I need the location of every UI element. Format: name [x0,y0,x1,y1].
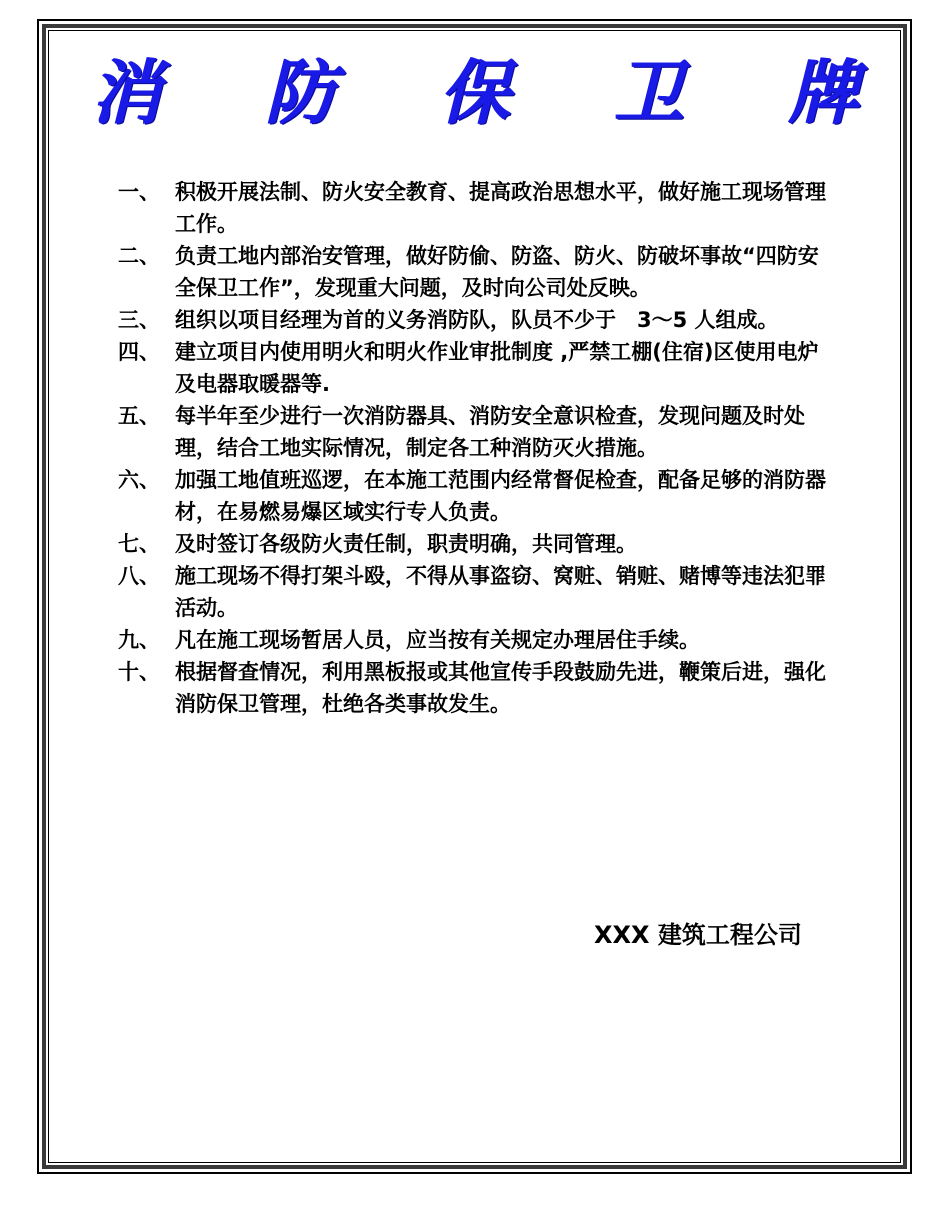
rule-number: 九、 [118,628,160,652]
rule-item [118,176,838,240]
rule-item [118,304,838,336]
rule-item [118,336,838,400]
rule-number: 七、 [118,532,160,556]
sign-title: 消 防 保 卫 牌 [91,51,899,134]
rule-number: 八、 [118,564,160,588]
rule-number: 二、 [118,244,160,268]
rule-number: 四、 [118,340,160,364]
rule-number: 三、 [118,308,160,332]
rule-text: 积极开展法制、防火安全教育、提高政治思想水平，做好施工现场管理工作。 [175,180,826,236]
rule-text: 根据督查情况，利用黑板报或其他宣传手段鼓励先进，鞭策后进，强化消防保卫管理，杜绝各类事故发生。 [175,660,826,716]
rule-item [118,400,838,464]
rule-item [118,464,838,528]
rule-item [118,656,838,720]
rule-text: 凡在施工现场暂居人员，应当按有关规定办理居住手续。 [175,628,700,652]
rule-item [118,624,838,656]
company-signature: XXX 建筑工程公司 [594,921,802,949]
rules-list [118,176,838,720]
rule-text: 及时签订各级防火责任制，职责明确，共同管理。 [175,532,637,556]
rule-text: 组织以项目经理为首的义务消防队，队员不少于 3～5 人组成。 [175,308,779,332]
rule-number: 一、 [118,180,160,204]
rule-text: 建立项目内使用明火和明火作业审批制度 ,严禁工棚(住宿)区使用电炉及电器取暖器等. [175,340,819,396]
rule-text: 负责工地内部治安管理，做好防偷、防盗、防火、防破坏事故“四防安全保卫工作”，发现重大问题，及时向公司处反映。 [175,244,819,300]
rule-number: 六、 [118,468,160,492]
rule-text: 施工现场不得打架斗殴，不得从事盗窃、窝赃、销赃、赌博等违法犯罪活动。 [175,564,826,620]
rule-text: 加强工地值班巡逻，在本施工范围内经常督促检查，配备足够的消防器材，在易燃易爆区域实行专人负责。 [175,468,826,524]
rule-item [118,560,838,624]
rule-item [118,240,838,304]
rule-number: 十、 [118,660,160,684]
rule-item [118,528,838,560]
rule-text: 每半年至少进行一次消防器具、消防安全意识检查，发现问题及时处理，结合工地实际情况，制定各工种消防灭火措施。 [175,404,805,460]
rule-number: 五、 [118,404,160,428]
